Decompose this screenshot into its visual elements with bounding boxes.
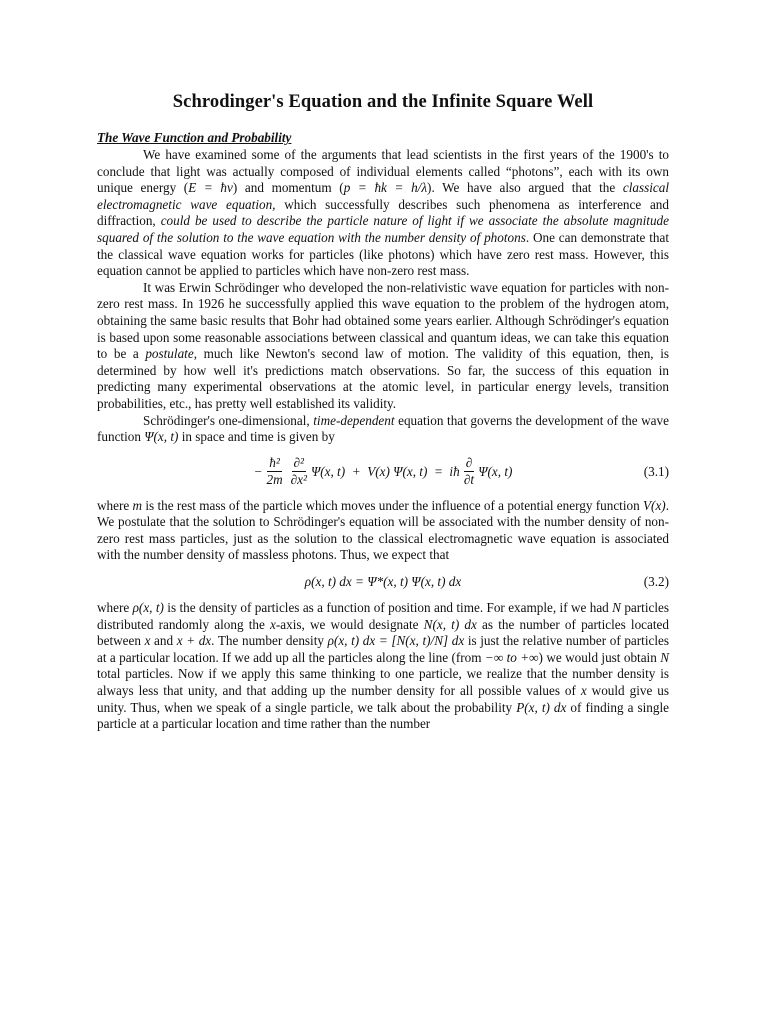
fraction-time-derivative: $\frac{\partial}{\partial t}$ xyxy=(463,455,475,488)
fraction-second-derivative: $\frac{\text{∂²}}{\text{∂x²}}$ xyxy=(290,455,307,488)
paragraph-4: where m is the rest mass of the particle which moves under the influence of a potential energy function V(x). We postulate that the solution to Schrödinger's equation will be associated with the number density of non-zero rest mass particles, just as the solution to the classical electromagnetic wave equation is associated with the number density of massless photons. Thus, we expect that xyxy=(97,497,669,563)
page-title: Schrodinger's Equation and the Infinite Square Well xyxy=(172,92,594,112)
fraction-hbar-2m: $\frac{\text{ħ²}}{2m}$ xyxy=(266,455,283,488)
document-page xyxy=(97,92,669,733)
paragraph-3: Schrödinger's one-dimensional, time-dependent equation that governs the development of the wave function Ψ(x, t) in space and time is given by xyxy=(97,412,669,445)
equation-3-2: ρ(x, t) dx = Ψ*(x, t) Ψ(x, t) dx (3.2) xyxy=(304,574,669,590)
section-heading: The Wave Function and Probability xyxy=(97,130,292,145)
equation-number-3-1: (3.1) xyxy=(643,463,669,479)
equation-3-1: − $\frac{\text{ħ²}}{2m}$ $\frac{\text{∂²}}{\text{∂x²}}$ Ψ(x, t) + V(x) Ψ(x, t) = iħ $\frac{\partial}{\partial t}$ Ψ(x, t) (3.1) xyxy=(253,455,669,488)
paragraph-5: where ρ(x, t) is the density of particles as a function of position and time. For example, if we had N particles distributed randomly along the x-axis, we would designate N(x, t) dx as the number of particles located between x and x + dx. The number density ρ(x, t) dx = [N(x, t)/N] dx is just the relative number of particles at a particular location. If we add up all the particles along the line (from −∞ to +∞) we would just obtain N total particles. Now if we apply this same thinking to one particle, we realize that the number density is always less that unity, and that adding up the number density for all possible values of x would give us unity. Thus, when we speak of a single particle, we talk about the probability P(x, t) dx of finding a single particle at a particular location and time rather than the number xyxy=(97,600,670,732)
paragraph-2: It was Erwin Schrödinger who developed the non-relativistic wave equation for particles with non-zero rest mass. In 1926 he successfully applied this wave equation to the problem of the hydrogen atom, obtaining the same basic results that Bohr had obtained some years earlier. Although Schrödinger's equation is based upon some reasonable associations between classical and quantum ideas, we can take this equation to be a postulate, much like Newton's second law of motion. The validity of this equation, then, is determined by how well it's predictions match observations. So far, the success of this equation in predicting many experimental observations at the atomic level, in particular energy levels, transition probabilities, etc., has pretty well established its validity. xyxy=(97,279,669,411)
equation-number-3-2: (3.2) xyxy=(643,574,669,590)
paragraph-1: We have examined some of the arguments that lead scientists in the first years of the 1900's to conclude that light was actually composed of individual elements called “photons”, each with its own unique energy (E = ħν) and momentum (p = ħk = h/λ). We have also argued that the classical electromagnetic wave equation, which successfully describes such phenomena as interference and diffraction, could be used to describe the particle nature of light if we associate the absolute magnitude squared of the solution to the wave equation with the number density of photons. One can demonstrate that the classical wave equation works for particles (like photons) which have zero rest mass. However, this equation cannot be applied to particles which have non-zero rest mass. xyxy=(97,147,670,279)
